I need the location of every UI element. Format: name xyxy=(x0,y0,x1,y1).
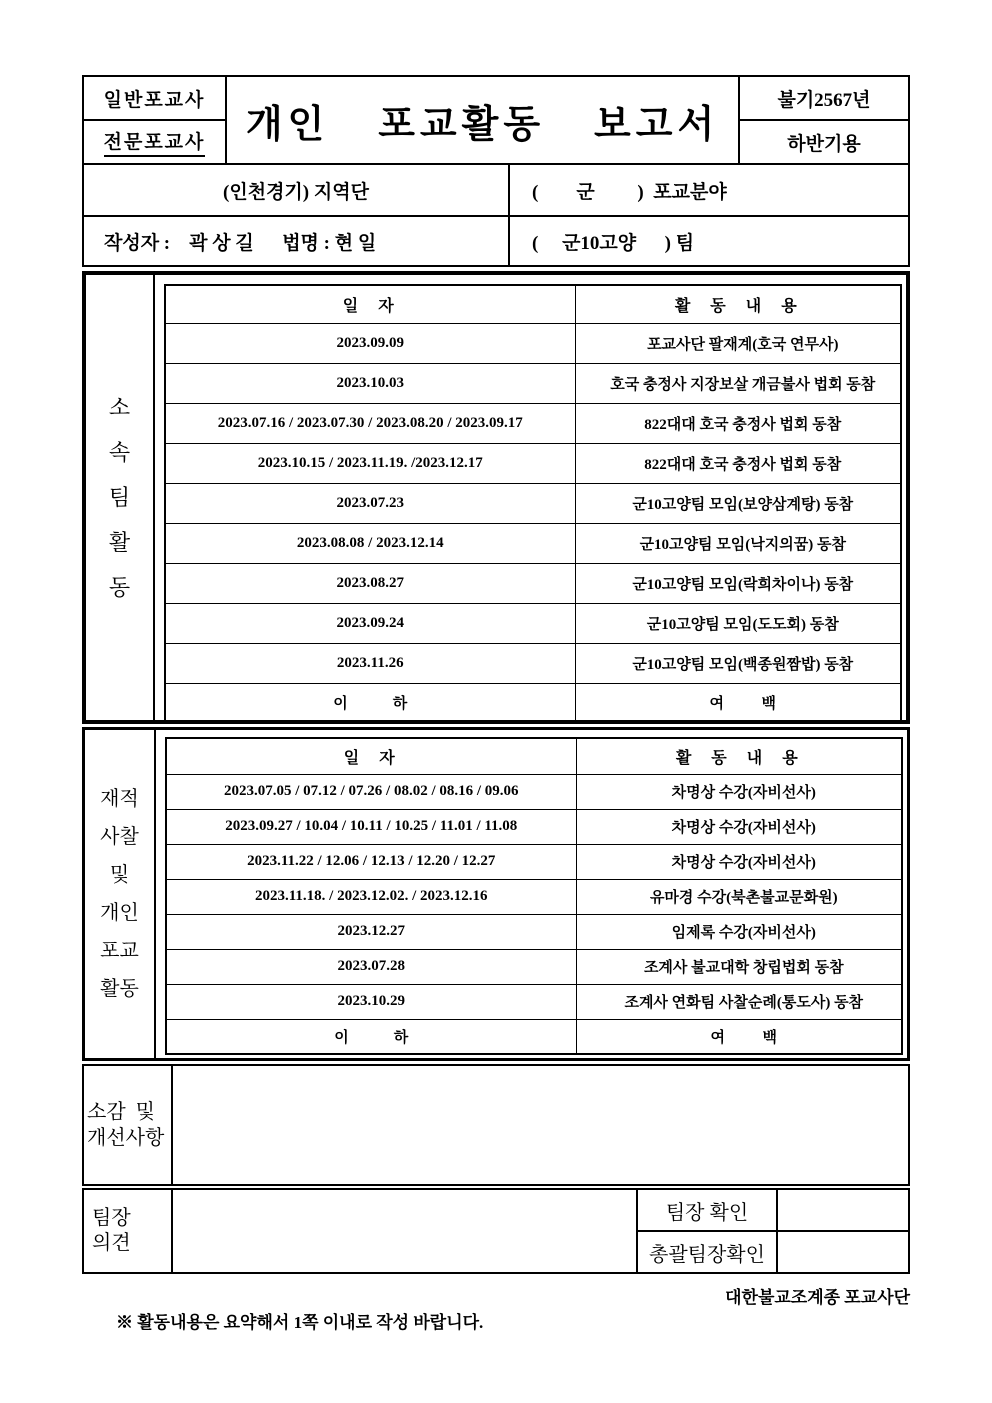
report-title: 개인 포교활동 보고서 xyxy=(245,103,720,146)
date-cell: 2023.11.18. / 2023.12.02. / 2023.12.16 xyxy=(166,879,576,914)
leader-opinion-label-line: 팀장 xyxy=(92,1207,131,1229)
remarks-section xyxy=(82,1064,910,1186)
leader-opinion-section xyxy=(82,1188,910,1274)
team-activity-table xyxy=(164,284,902,724)
remarks-label-line: 개선사항 xyxy=(87,1127,165,1149)
leader-opinion-label xyxy=(84,1190,173,1272)
side-label-line: 활동 xyxy=(100,978,139,1000)
side-label-line: 포교 xyxy=(100,940,139,962)
mission-field-cell: ( 군 ) 포교분야 xyxy=(532,181,727,203)
team-activity-table-wrap xyxy=(155,275,906,720)
leader-opinion-input-area xyxy=(173,1190,636,1272)
date-cell: 2023.10.03 xyxy=(165,363,575,403)
activity-cell: 군10고양팀 모임(백종원짬밥) 동참 xyxy=(575,643,901,683)
table-row xyxy=(165,563,901,603)
region-unit-cell: (인천경기) 지역단 xyxy=(84,165,510,215)
footer xyxy=(82,1283,910,1353)
activity-cell: 군10고양팀 모임(보양삼계탕) 동참 xyxy=(575,483,901,523)
side-label-line: 및 xyxy=(109,864,130,886)
confirmation-block xyxy=(636,1190,908,1272)
activity-cell: 군10고양팀 모임(락희차이나) 동참 xyxy=(575,563,901,603)
remarks-label-line: 소감 및 xyxy=(87,1101,155,1123)
date-cell: 2023.07.28 xyxy=(166,949,576,984)
applicant-type-general-label: 일반포교사 xyxy=(103,89,206,111)
date-cell: 2023.09.09 xyxy=(165,323,575,363)
general-leader-signature-area xyxy=(778,1232,908,1272)
table-row xyxy=(165,523,901,563)
date-cell: 2023.07.16 / 2023.07.30 / 2023.08.20 / 2023.09.17 xyxy=(165,403,575,443)
activity-cell: 포교사단 팔재계(호국 연무사) xyxy=(575,323,901,363)
table-row xyxy=(165,363,901,403)
activity-cell: 유마경 수강(북촌불교문화원) xyxy=(576,879,902,914)
footer-note-prefix: ※ 활동내용은 xyxy=(116,1313,224,1332)
activity-cell: 조계사 연화팀 사찰순례(통도사) 동참 xyxy=(576,984,902,1019)
leader-opinion-label-line: 의견 xyxy=(92,1232,131,1254)
date-cell: 2023.09.27 / 10.04 / 10.11 / 10.25 / 11.01 / 11.08 xyxy=(166,809,576,844)
date-cell: 2023.11.26 xyxy=(165,643,575,683)
personal-activity-side-label xyxy=(85,730,156,1058)
date-cell: 이 하 xyxy=(165,683,575,723)
remarks-label xyxy=(84,1066,173,1184)
personal-activity-section xyxy=(82,727,910,1061)
date-cell: 2023.07.23 xyxy=(165,483,575,523)
author-row xyxy=(84,217,908,265)
col-header-activity: 활 동 내 용 xyxy=(576,738,902,774)
applicant-type-professional-label: 전문포교사 xyxy=(104,127,206,157)
buddhist-era: 불기2567년 xyxy=(740,77,908,121)
side-label-line: 사찰 xyxy=(100,826,139,848)
col-header-date: 일 자 xyxy=(165,285,575,323)
table-row xyxy=(165,443,901,483)
blank-filler-row xyxy=(166,1019,902,1054)
date-cell: 2023.09.24 xyxy=(165,603,575,643)
date-cell: 2023.08.08 / 2023.12.14 xyxy=(165,523,575,563)
date-cell: 2023.10.15 / 2023.11.19. /2023.12.17 xyxy=(165,443,575,483)
report-content xyxy=(82,75,910,1353)
general-leader-confirm-row xyxy=(638,1232,908,1272)
personal-activity-table-wrap xyxy=(156,730,907,1058)
side-label-char: 팀 xyxy=(108,485,131,510)
table-row xyxy=(166,914,902,949)
table-row xyxy=(166,879,902,914)
activity-cell: 군10고양팀 모임(도도회) 동참 xyxy=(575,603,901,643)
team-activity-section xyxy=(82,271,910,724)
blank-filler-row xyxy=(165,683,901,723)
date-cell: 2023.11.22 / 12.06 / 12.13 / 12.20 / 12.27 xyxy=(166,844,576,879)
table-row xyxy=(166,844,902,879)
footer-note xyxy=(82,1288,483,1353)
team-leader-signature-area xyxy=(778,1190,908,1230)
team-leader-confirm-label: 팀장 확인 xyxy=(638,1190,778,1230)
region-row xyxy=(84,165,908,217)
team-leader-confirm-row xyxy=(638,1190,908,1232)
activity-cell: 차명상 수강(자비선사) xyxy=(576,774,902,809)
date-cell: 2023.07.05 / 07.12 / 07.26 / 08.02 / 08.16 / 09.06 xyxy=(166,774,576,809)
date-cell: 2023.08.27 xyxy=(165,563,575,603)
activity-cell: 차명상 수강(자비선사) xyxy=(576,844,902,879)
side-label-line: 재적 xyxy=(100,788,139,810)
header-table xyxy=(82,75,910,267)
side-label-char: 속 xyxy=(108,440,131,465)
table-row xyxy=(165,603,901,643)
side-label-line: 개인 xyxy=(100,902,139,924)
table-header-row xyxy=(165,285,901,323)
period-label: 하반기용 xyxy=(787,133,861,155)
table-row xyxy=(165,643,901,683)
activity-cell: 여 백 xyxy=(576,1019,902,1054)
remarks-input-area xyxy=(173,1066,908,1184)
activity-cell: 차명상 수강(자비선사) xyxy=(576,809,902,844)
activity-cell: 조계사 불교대학 창립법회 동참 xyxy=(576,949,902,984)
table-row xyxy=(165,403,901,443)
side-label-char: 활 xyxy=(108,530,131,555)
table-row xyxy=(165,323,901,363)
col-header-activity: 활 동 내 용 xyxy=(575,285,901,323)
table-row xyxy=(166,809,902,844)
table-row xyxy=(166,949,902,984)
activity-cell: 여 백 xyxy=(575,683,901,723)
footer-note-suffix: 바랍니다. xyxy=(409,1313,484,1332)
personal-activity-table xyxy=(165,737,903,1055)
applicant-type-general xyxy=(84,77,225,121)
general-leader-confirm-label: 총괄팀장확인 xyxy=(638,1232,778,1272)
col-header-date: 일 자 xyxy=(166,738,576,774)
activity-cell: 호국 충정사 지장보살 개금불사 법회 동참 xyxy=(575,363,901,403)
team-activity-side-label xyxy=(86,275,155,720)
date-cell: 2023.10.29 xyxy=(166,984,576,1019)
table-header-row xyxy=(166,738,902,774)
footer-note-bold: 요약해서 1쪽 이내로 작성 xyxy=(223,1313,410,1332)
side-label-char: 소 xyxy=(108,395,131,420)
applicant-type-column xyxy=(84,77,227,163)
applicant-type-professional xyxy=(84,121,225,163)
date-cell: 2023.12.27 xyxy=(166,914,576,949)
date-cell: 이 하 xyxy=(166,1019,576,1054)
activity-cell: 임제록 수강(자비선사) xyxy=(576,914,902,949)
activity-cell: 군10고양팀 모임(낙지의꿈) 동참 xyxy=(575,523,901,563)
era-period-column xyxy=(738,77,908,163)
table-row xyxy=(165,483,901,523)
header-title-row xyxy=(84,77,908,165)
activity-cell: 822대대 호국 충정사 법회 동참 xyxy=(575,443,901,483)
table-row xyxy=(166,774,902,809)
activity-cell: 822대대 호국 충정사 법회 동참 xyxy=(575,403,901,443)
author-cell: 작성자 : 곽 상 길 법명 : 현 일 xyxy=(84,217,510,265)
table-row xyxy=(166,984,902,1019)
footer-organization: 대한불교조계종 포교사단 xyxy=(725,1288,910,1307)
team-cell: ( 군10고양 ) 팀 xyxy=(532,232,695,254)
side-label-char: 동 xyxy=(108,575,131,600)
